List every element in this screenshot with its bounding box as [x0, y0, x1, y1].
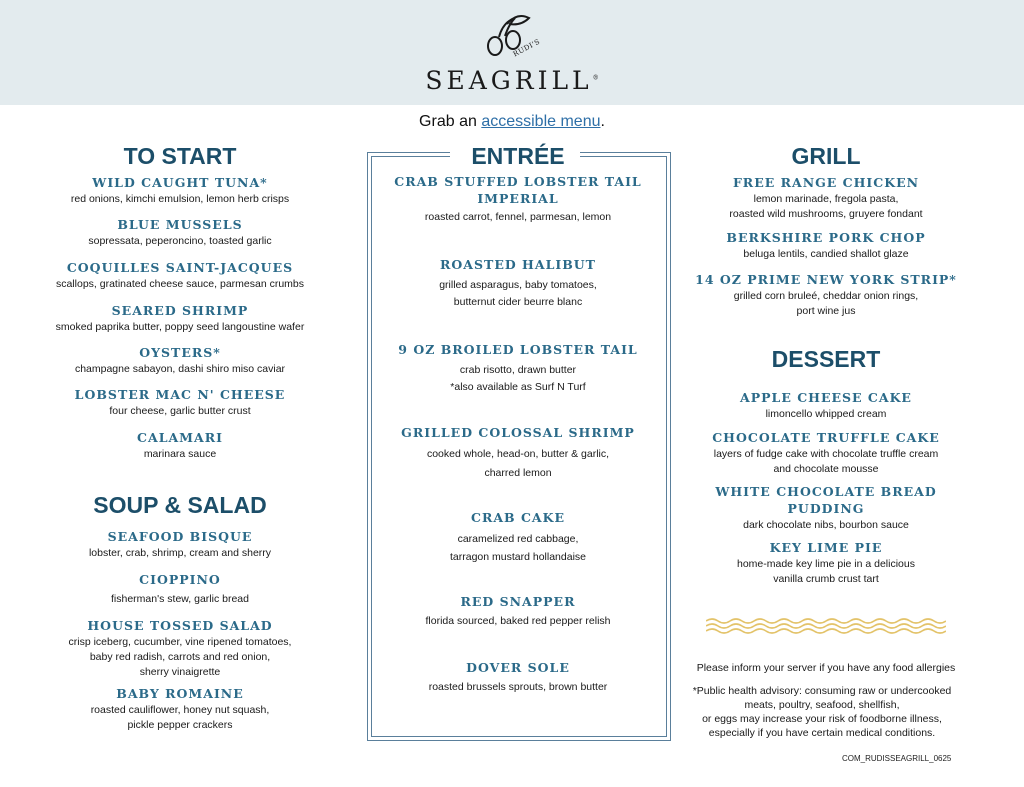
- menu-item: [40, 387, 320, 419]
- item-desc: caramelized red cabbage,: [457, 533, 579, 545]
- menu-item: [40, 345, 320, 377]
- advisory-line: meats, poultry, seafood, shellfish,: [744, 699, 900, 711]
- item-name: IMPERIAL: [477, 191, 559, 206]
- menu-item: [40, 572, 320, 607]
- item-name: WILD CAUGHT TUNA*: [92, 175, 268, 190]
- item-name: OYSTERS*: [139, 345, 221, 360]
- menu-item: [686, 430, 966, 477]
- item-desc: smoked paprika butter, poppy seed langoustine wafer: [55, 321, 305, 333]
- item-name: SEARED SHRIMP: [111, 303, 249, 318]
- item-desc: lemon marinade, fregola pasta,: [753, 193, 899, 205]
- accessible-menu-link[interactable]: accessible menu: [481, 113, 601, 130]
- menu-item: [40, 217, 320, 249]
- item-name: HOUSE TOSSED SALAD: [87, 618, 273, 633]
- grill-section: [686, 142, 966, 322]
- menu-item: [372, 342, 664, 396]
- item-name: CALAMARI: [137, 430, 223, 445]
- advisory-line: especially if you have certain medical conditions.: [708, 727, 936, 739]
- menu-item: [686, 230, 966, 262]
- item-name: LOBSTER MAC N' CHEESE: [74, 387, 286, 402]
- item-name: CRAB STUFFED LOBSTER TAIL: [394, 174, 642, 189]
- section-title-soup-salad: SOUP & SALAD: [93, 492, 267, 518]
- item-desc: roasted wild mushrooms, gruyere fondant: [729, 208, 923, 220]
- menu-item: [372, 660, 664, 695]
- item-name: BERKSHIRE PORK CHOP: [726, 230, 926, 245]
- menu-item: [40, 686, 320, 733]
- item-name: COQUILLES SAINT-JACQUES: [66, 260, 294, 275]
- grab-suffix: .: [600, 113, 605, 130]
- item-desc: beluga lentils, candied shallot glaze: [743, 248, 909, 260]
- advisory-line: *Public health advisory: consuming raw or undercooked: [692, 685, 952, 697]
- entree-section: [372, 142, 664, 702]
- section-title-grill: GRILL: [791, 143, 861, 169]
- item-desc: fisherman's stew, garlic bread: [111, 593, 249, 605]
- soup-salad-section: [40, 491, 320, 736]
- section-title-dessert: DESSERT: [771, 346, 881, 372]
- menu-item: [686, 540, 966, 587]
- brand-trademark: ®: [592, 74, 599, 82]
- menu-item: [40, 175, 320, 207]
- item-desc: layers of fudge cake with chocolate truffle cream: [713, 448, 939, 460]
- item-name: CIOPPINO: [139, 572, 221, 587]
- item-desc: butternut cider beurre blanc: [453, 296, 583, 308]
- item-desc: red onions, kimchi emulsion, lemon herb crisps: [70, 193, 290, 205]
- item-desc: grilled corn bruleé, cheddar onion rings,: [733, 290, 919, 302]
- item-desc: charred lemon: [484, 467, 552, 479]
- item-desc: champagne sabayon, dashi shiro miso caviar: [74, 363, 286, 375]
- menu-item: [372, 510, 664, 566]
- item-desc: home-made key lime pie in a delicious: [736, 558, 915, 570]
- header-banner: [0, 0, 1024, 105]
- item-desc: lobster, crab, shrimp, cream and sherry: [88, 547, 272, 559]
- menu-item: [372, 594, 664, 629]
- menu-item: [372, 425, 664, 483]
- menu-item: [686, 484, 966, 533]
- item-name: FREE RANGE CHICKEN: [732, 175, 920, 190]
- menu-item: [686, 272, 966, 319]
- item-desc: limoncello whipped cream: [765, 408, 887, 420]
- allergy-note: Please inform your server if you have any food allergies: [696, 662, 956, 674]
- item-desc: roasted cauliflower, honey nut squash,: [90, 704, 270, 716]
- menu-item: [40, 430, 320, 462]
- item-name: BLUE MUSSELS: [117, 217, 243, 232]
- item-desc: four cheese, garlic butter crust: [109, 405, 251, 417]
- menu-item: [40, 529, 320, 561]
- item-desc: scallops, gratinated cheese sauce, parmesan crumbs: [55, 278, 305, 290]
- item-desc: roasted brussels sprouts, brown butter: [428, 681, 608, 693]
- item-desc: baby red radish, carrots and red onion,: [89, 651, 271, 663]
- item-desc: crisp iceberg, cucumber, vine ripened tomatoes,: [68, 636, 292, 648]
- item-name: KEY LIME PIE: [769, 540, 883, 555]
- menu-item: [40, 260, 320, 292]
- item-name: DOVER SOLE: [466, 660, 570, 675]
- menu-item: [40, 618, 320, 680]
- section-title-entree: ENTRÉE: [471, 143, 565, 169]
- item-name: PUDDING: [787, 501, 865, 516]
- item-desc: and chocolate mousse: [773, 463, 879, 475]
- item-name: WHITE CHOCOLATE BREAD: [715, 484, 937, 499]
- item-desc: marinara sauce: [143, 448, 217, 460]
- item-name: GRILLED COLOSSAL SHRIMP: [401, 425, 635, 440]
- item-desc: crab risotto, drawn butter: [459, 364, 577, 376]
- item-desc: florida sourced, baked red pepper relish: [425, 615, 611, 627]
- menu-item: [686, 175, 966, 222]
- to-start-section: [40, 142, 320, 472]
- item-desc: roasted carrot, fennel, parmesan, lemon: [424, 211, 612, 223]
- olive-logo-icon: [479, 10, 539, 66]
- item-desc: grilled asparagus, baby tomatoes,: [439, 279, 597, 291]
- brand-name: SEAGRILL: [425, 66, 593, 95]
- advisory-line: or eggs may increase your risk of foodborne illness,: [702, 713, 942, 725]
- item-name: RED SNAPPER: [460, 594, 576, 609]
- item-desc: tarragon mustard hollandaise: [450, 551, 586, 563]
- item-name: SEAFOOD BISQUE: [107, 529, 253, 544]
- brand-wordmark: [410, 66, 614, 95]
- item-desc: vanilla crumb crust tart: [773, 573, 879, 585]
- item-name: ROASTED HALIBUT: [440, 257, 596, 272]
- logo-subtext: RUDI'S: [511, 37, 542, 59]
- item-desc: dark chocolate nibs, bourbon sauce: [743, 519, 909, 531]
- menu-item: [372, 174, 664, 225]
- item-desc: *also available as Surf N Turf: [450, 381, 586, 393]
- item-desc: sopressata, peperoncino, toasted garlic: [88, 235, 272, 247]
- menu-item: [686, 390, 966, 422]
- item-desc: pickle pepper crackers: [127, 719, 233, 731]
- accessible-menu-prompt: [0, 113, 1024, 131]
- grab-prefix: Grab an: [419, 113, 482, 130]
- menu-item: [40, 303, 320, 335]
- item-name: 14 OZ PRIME NEW YORK STRIP*: [695, 272, 957, 287]
- item-desc: port wine jus: [796, 305, 856, 317]
- section-title-to-start: TO START: [123, 143, 237, 169]
- item-name: APPLE CHEESE CAKE: [740, 390, 912, 405]
- item-name: CRAB CAKE: [471, 510, 565, 525]
- item-desc: cooked whole, head-on, butter & garlic,: [426, 448, 610, 460]
- menu-item: [372, 257, 664, 311]
- item-desc: sherry vinaigrette: [139, 666, 221, 678]
- document-code: COM_RUDISSEAGRILL_0625: [842, 754, 952, 763]
- dessert-section: [686, 345, 966, 590]
- item-name: BABY ROMAINE: [116, 686, 244, 701]
- wave-divider-icon: [706, 616, 946, 636]
- item-name: 9 OZ BROILED LOBSTER TAIL: [398, 342, 638, 357]
- health-advisory: [672, 684, 972, 740]
- item-name: CHOCOLATE TRUFFLE CAKE: [712, 430, 940, 445]
